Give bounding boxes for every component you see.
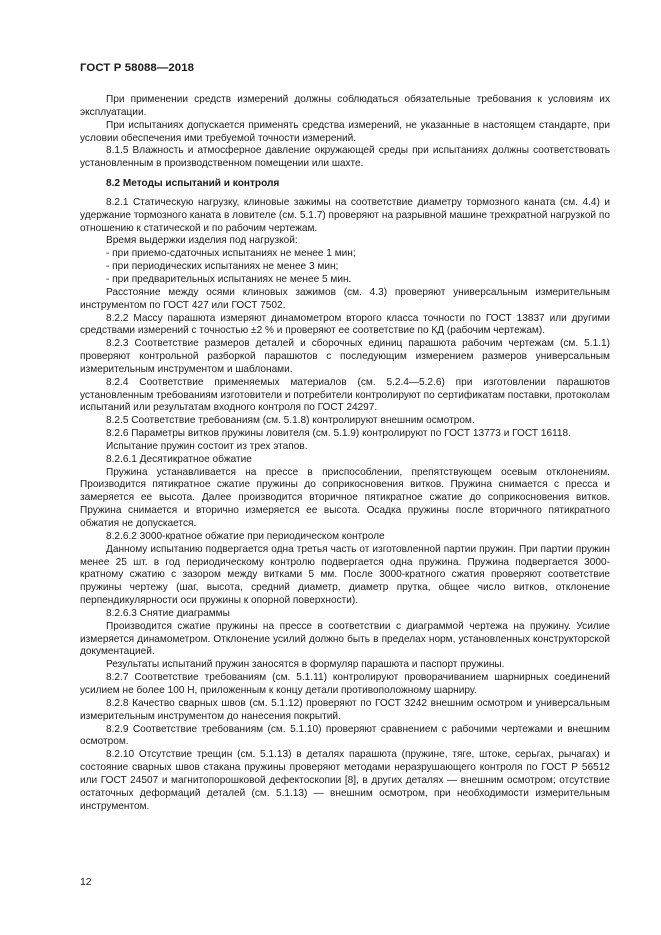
paragraph: Расстояние между осями клиновых зажимов (см. 4.3) проверяют универсальным измерительным инструментом по ГОСТ 427 или ГОСТ 7502.	[80, 286, 610, 311]
list-item: - при приемо-сдаточных испытаниях не менее 1 мин;	[106, 248, 356, 260]
document-header: ГОСТ Р 58088—2018	[80, 62, 195, 74]
list-item: - при предварительных испытаниях не менее 5 мин.	[106, 273, 352, 285]
paragraph: Испытание пружин состоит из трех этапов.	[106, 440, 308, 452]
paragraph: Производится сжатие пружины на прессе в соответствии с диаграммой чертежа на пружину. Усилие измеряется динамометром. Отклонение усилий должно быть в пределах норм, установленных конструкторской документацией.	[80, 620, 610, 658]
paragraph: Данному испытанию подвергается одна третья часть от изготовленной партии пружин. При партии пружин менее 25 шт. в год периодическому контролю подвергается одна пружина. Пружина подвергается 3000-кратному сжатию с зазором между витками 5 мм. После 3000-кратного сжатия проверяют соответствие пружины чертежу (шаг, высота, средний диаметр, диаметр прутка, общее число витков, отклонение перпендикулярности оси пружины к опорной поверхности).	[80, 543, 610, 607]
document-body	[80, 94, 610, 813]
paragraph: При применении средств измерений должны соблюдаться обязательные требования к условиям их эксплуатации.	[80, 94, 610, 118]
paragraph: 8.2.3 Соответствие размеров деталей и сборочных единиц парашюта рабочим чертежам (см. 5.1.1) проверяют контрольной разборкой парашютов с последующим измерением размеров универсальным измерительным инструментом и шаблонами.	[80, 338, 610, 375]
section-heading: 8.2 Методы испытаний и контроля	[106, 178, 280, 190]
page-number: 12	[80, 877, 92, 888]
paragraph: 8.2.10 Отсутствие трещин (см. 5.1.13) в деталях парашюта (пружине, тяге, штоке, серьгах, рычагах) и состояние сварных швов стакана пружины проверяют методами неразрушающего контроля по ГОСТ Р 56512 или ГОСТ 24507 и магнитопорошковой дефектоскопии [8], в других деталях — внешним осмотром; отсутствие остаточных деформаций деталей (см. 5.1.13) — внешним осмотром, при необходимости измерительным инструментом.	[80, 749, 610, 812]
subsection-title: 8.2.6.2 3000-кратное обжатие при периодическом контроле	[106, 530, 385, 542]
paragraph: Время выдержки изделия под нагрузкой:	[106, 235, 298, 247]
subsection-title: 8.2.6.3 Снятие диаграммы	[106, 607, 230, 619]
paragraph: Результаты испытаний пружин заносятся в формуляр парашюта и паспорт пружины.	[106, 659, 505, 671]
paragraph: 8.2.1 Статическую нагрузку, клиновые зажимы на соответствие диаметру тормозного каната (см. 4.4) и удержание тормозного каната в ловителе (см. 5.1.7) проверяют на разрывной машине трехкратной нагрузкой по отношению к статической и по рабочим чертежам.	[80, 196, 610, 234]
paragraph: 8.2.4 Соответствие применяемых материалов (см. 5.2.4—5.2.6) при изготовлении парашютов установленным требованиям изготовители и потребители контролируют по сертификатам поставки, протоколам испытаний или результатам входного контроля по ГОСТ 24297.	[80, 376, 610, 414]
paragraph: 8.2.5 Соответствие требованиям (см. 5.1.8) контролируют внешним осмотром.	[106, 415, 475, 427]
paragraph: 8.1.5 Влажность и атмосферное давление окружающей среды при испытаниях должны соответствовать установленным в производственном помещении или шахте.	[80, 145, 610, 170]
paragraph: 8.2.7 Соответствие требованиям (см. 5.1.11) контролируют проворачиванием шарнирных соединений усилием не более 100 Н, приложенным к концу детали противоположному шарниру.	[80, 672, 610, 696]
subsection-title: 8.2.6.1 Десятикратное обжатие	[106, 453, 252, 465]
paragraph: 8.2.8 Качество сварных швов (см. 5.1.12) проверяют по ГОСТ 3242 внешним осмотром и универсальным измерительным инструментом до нанесения покрытий.	[80, 697, 610, 722]
paragraph: 8.2.6 Параметры витков пружины ловителя (см. 5.1.9) контролируют по ГОСТ 13773 и ГОСТ 16118.	[106, 428, 571, 440]
list-item: - при периодических испытаниях не менее 3 мин;	[106, 261, 339, 273]
paragraph: Пружина устанавливается на прессе в приспособлении, препятствующем осевым отклонениям. Производится пятикратное сжатие пружины до соприкосновения витков. Пружина снимается с пресса и замеряется ее высота. Далее производится вторичное пятикратное сжатие до соприкосновения витков. Пружина снимается и вторично измеряется ее высота. Осадка пружины после вторичного пятикратного обжатия не допускается.	[80, 466, 610, 529]
paragraph: 8.2.2 Массу парашюта измеряют динамометром второго класса точности по ГОСТ 13837 или другими средствами измерений с точностью ±2 % и проверяют ее соответствие по КД (рабочим чертежам).	[80, 312, 610, 337]
paragraph: При испытаниях допускается применять средства измерений, не указанные в настоящем стандарте, при условии обеспечения ими требуемой точности измерений.	[80, 119, 610, 144]
paragraph: 8.2.9 Соответствие требованиям (см. 5.1.10) проверяют сравнением с рабочими чертежами и внешним осмотром.	[80, 723, 610, 748]
